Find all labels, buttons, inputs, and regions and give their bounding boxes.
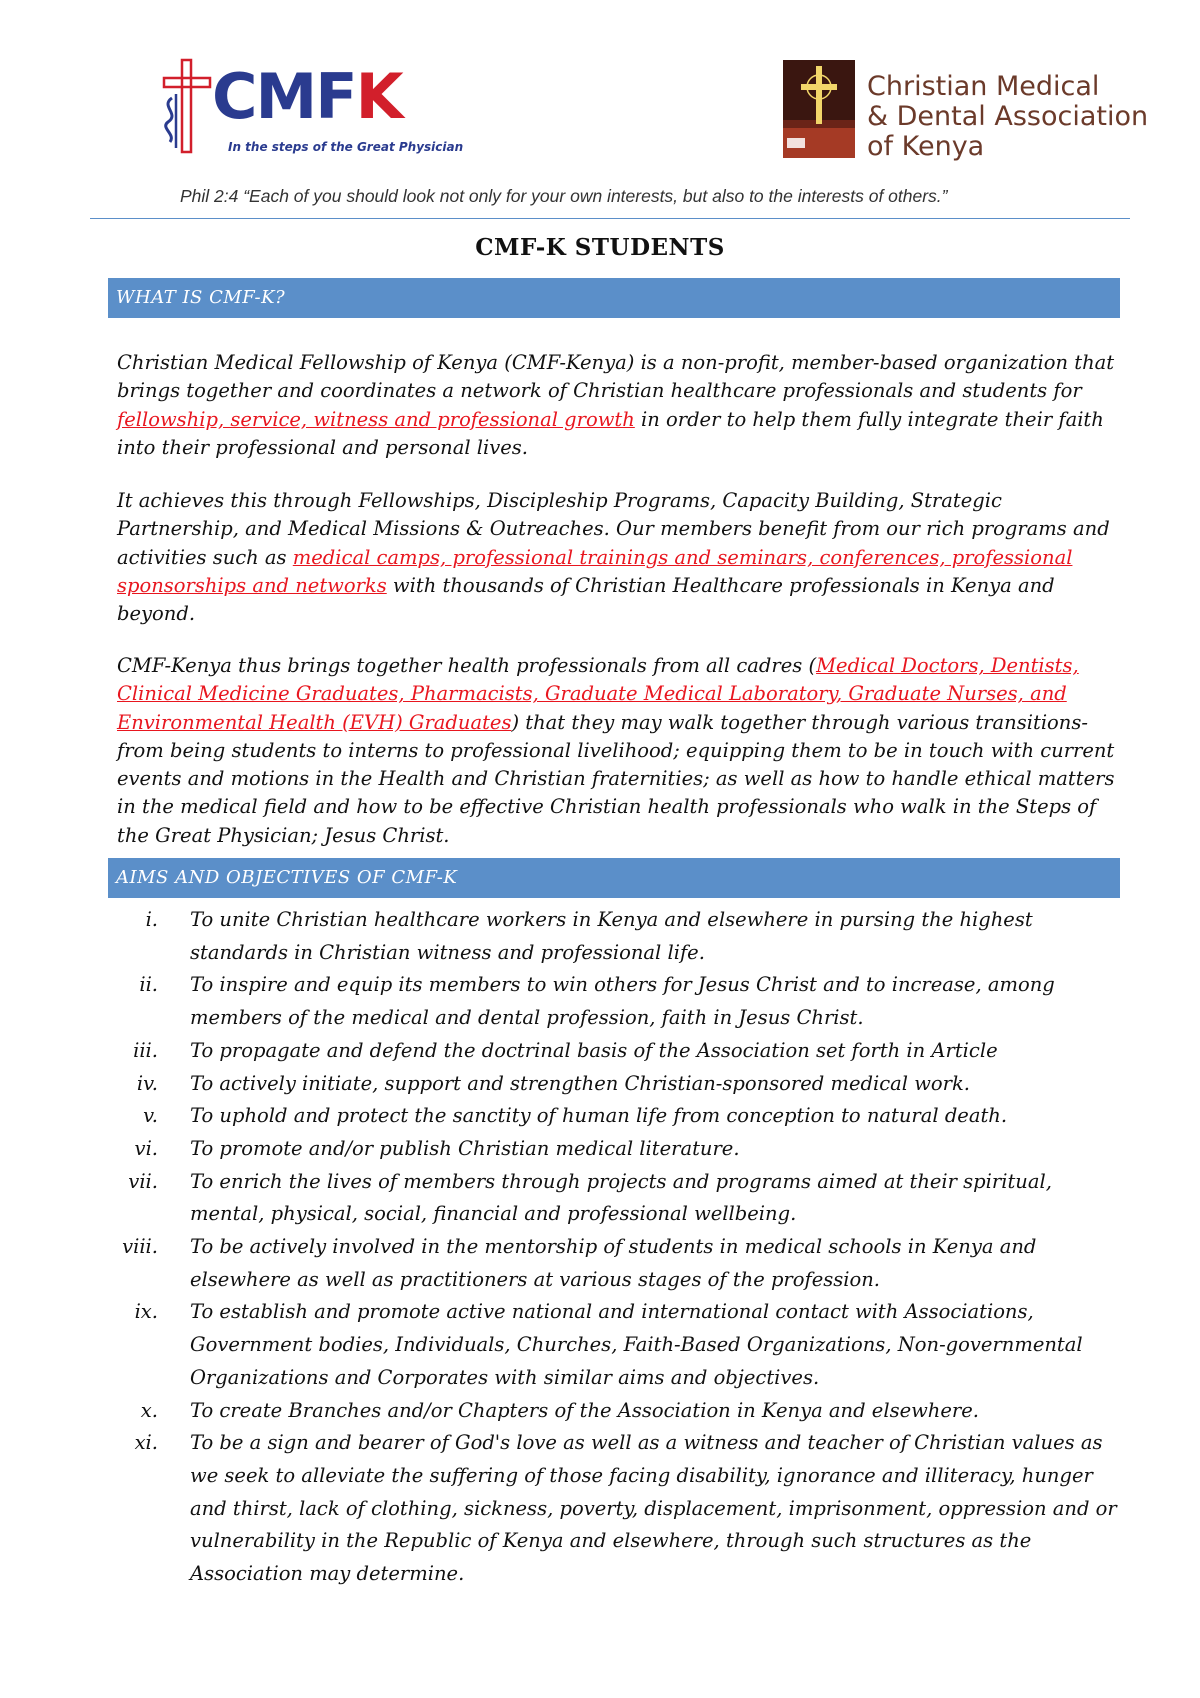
section-heading-aims: AIMS AND OBJECTIVES OF CMF-K bbox=[108, 858, 1120, 898]
header-verse: Phil 2:4 “Each of you should look not only for your own interests, but also to the interests of others.” bbox=[180, 186, 948, 206]
cmda-cross-icon bbox=[783, 60, 855, 158]
activities-link[interactable]: medical camps, professional trainings and seminars, conferences, professional sponsorships and networks bbox=[117, 545, 1073, 597]
header-divider bbox=[90, 218, 1130, 219]
list-item: ii. To inspire and equip its members to win others for Jesus Christ and to increase, among members of the medical and dental profession, faith in Jesus Christ. bbox=[139, 973, 1055, 1030]
list-item: v. To uphold and protect the sanctity of human life from conception to natural death. bbox=[143, 1104, 1008, 1128]
cmda-name-line2: & Dental Association bbox=[867, 101, 1149, 132]
list-item: iii. To propagate and defend the doctrinal basis of the Association set forth in Article bbox=[133, 1038, 998, 1062]
cadres-link[interactable]: Medical Doctors, Dentists, Clinical Medicine Graduates, Pharmacists, Graduate Medical Laboratory, Graduate Nurses, and Environmental Health (EVH) Graduates bbox=[117, 654, 1079, 734]
list-item: i. To unite Christian healthcare workers in Kenya and elsewhere in pursing the highest standards in Christian witness and professional life. bbox=[145, 908, 1033, 964]
paragraph-programs: It achieves this through Fellowships, Discipleship Programs, Capacity Building, Strategic Partnership, and Medical Missions & Outreaches. Our members benefit from our rich programs and activities such as medical camps, professional trainings and seminars, conferences, professional sponsorships and networks with thousands of Christian Healthcare professionals in Kenya and beyond. bbox=[117, 489, 1110, 626]
fellowship-link[interactable]: fellowship, service, witness and professional growth bbox=[117, 407, 635, 431]
list-item: x. To create Branches and/or Chapters of the Association in Kenya and elsewhere. bbox=[140, 1398, 979, 1422]
list-item: iv. To actively initiate, support and strengthen Christian-sponsored medical work. bbox=[136, 1071, 970, 1095]
cmda-name bbox=[867, 72, 1148, 162]
paragraph-intro: Christian Medical Fellowship of Kenya (CMF-Kenya) is a non-profit, member-based organization that brings together and coordinates a network of Christian healthcare professionals and students for fellowship, service, witness and professional growth in order to help them fully integrate their faith into their professional and personal lives. bbox=[117, 351, 1115, 459]
aims-list bbox=[100, 904, 1120, 1591]
list-item: vii. To enrich the lives of members through projects and programs aimed at their spiritual, mental, physical, social, financial and professional wellbeing. bbox=[128, 1169, 1052, 1226]
list-item: viii. To be actively involved in the mentorship of students in medical schools in Kenya and elsewhere as well as practitioners at various stages of the profession. bbox=[122, 1235, 1037, 1291]
list-item: xi. To be a sign and bearer of God's love as well as a witness and teacher of Christian values as we seek to alleviate the suffering of those facing disability, ignorance and illiteracy, hunger and thirst, lack of clothing, sickness, poverty, displacement, imprisonment, oppression and or vulnerability in the Republic of Kenya and elsewhere, through such structures as the Association may determine. bbox=[134, 1431, 1117, 1586]
cmfk-wordmark: CMFK bbox=[212, 60, 402, 133]
cmda-logo bbox=[783, 60, 1149, 162]
list-item: ix. To establish and promote active national and international contact with Associations, Government bodies, Individuals, Churches, Faith-Based Organizations, Non-governmental Organizations and Corporates with similar aims and objectives. bbox=[134, 1300, 1083, 1389]
cmda-name-line3: of Kenya bbox=[867, 131, 985, 162]
cmfk-logo bbox=[152, 58, 464, 158]
cmfk-tagline: In the steps of the Great Physician bbox=[228, 140, 464, 154]
section-heading-what-is: WHAT IS CMF-K? bbox=[108, 278, 1120, 318]
document-title: CMF-K STUDENTS bbox=[475, 234, 725, 261]
list-item: vi. To promote and/or publish Christian medical literature. bbox=[134, 1136, 740, 1160]
cmda-name-line1: Christian Medical bbox=[867, 71, 1100, 102]
paragraph-cadres: CMF-Kenya thus brings together health professionals from all cadres (Medical Doctors, Dentists, Clinical Medicine Graduates, Pharmacists, Graduate Medical Laboratory, Graduate Nurses, and Environmental Health (EVH) Graduates) that they may walk together through various transitions- from being students to interns to professional livelihood; equipping them to be in touch with current events and motions in the Health and Christian fraternities; as well as how to handle ethical matters in the medical field and how to be effective Christian health professionals who walk in the Steps of the Great Physician; Jesus Christ. bbox=[117, 654, 1115, 847]
